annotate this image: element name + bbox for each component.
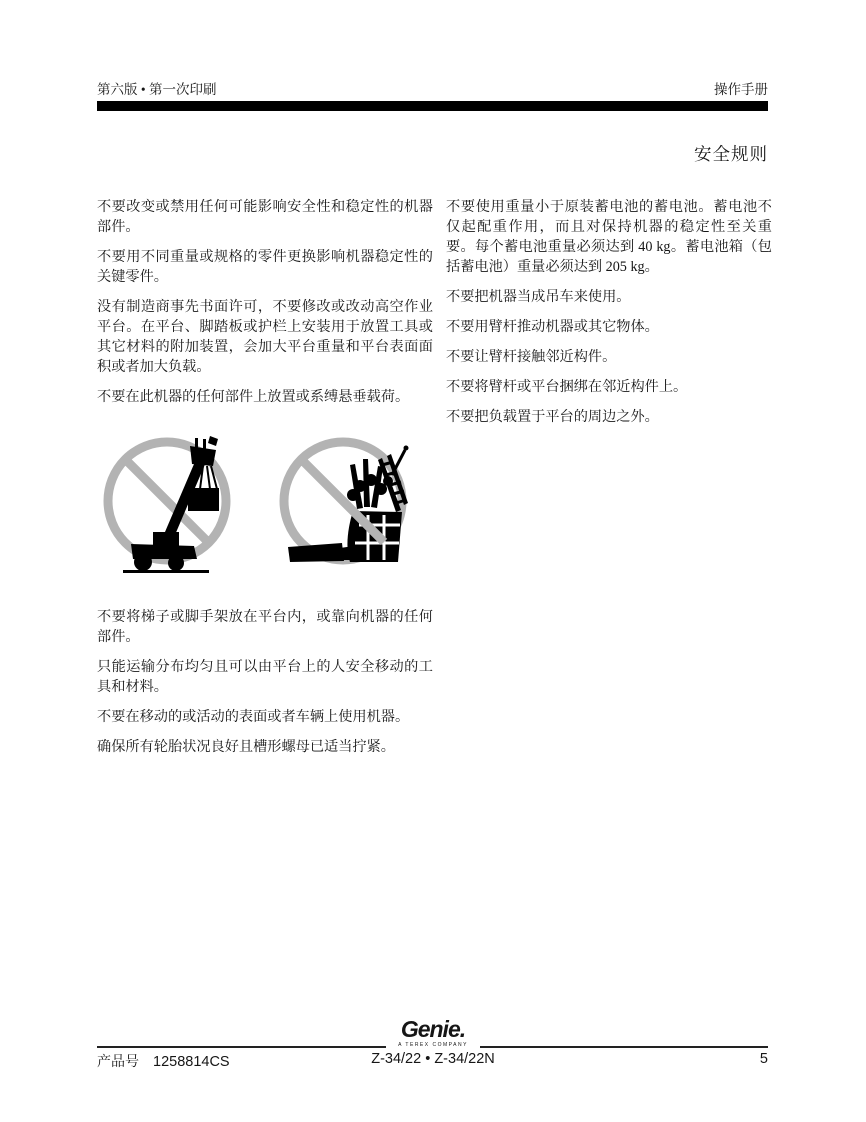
safety-paragraph: 不要在移动的或活动的表面或者车辆上使用机器。: [97, 709, 410, 725]
safety-paragraph: 不要把负载置于平台的周边之外。: [446, 409, 659, 425]
part-number-value: 1258814CS: [153, 1054, 230, 1070]
right-column: [446, 197, 772, 437]
safety-paragraph: 不要用臂杆推动机器或其它物体。: [446, 319, 659, 335]
genie-logo-wordmark: Genie.: [400, 1016, 466, 1042]
header-divider-bar: [97, 101, 768, 111]
part-number-label: 产品号: [97, 1055, 139, 1070]
safety-paragraph: 只能运输分布均匀且可以由平台上的人安全移动的工具和材料。: [97, 659, 433, 695]
prohibition-icons-row: [103, 431, 433, 581]
no-platform-clutter-icon: [279, 431, 411, 581]
safety-paragraph: 不要改变或禁用任何可能影响安全性和稳定性的机器部件。: [97, 199, 433, 235]
safety-paragraph: 不要将梯子或脚手架放在平台内，或靠向机器的任何部件。: [97, 609, 433, 645]
section-title: 安全规则: [694, 144, 768, 164]
safety-paragraph: 不要把机器当成吊车来使用。: [446, 289, 631, 305]
no-hanging-load-icon: [103, 431, 235, 581]
safety-paragraph: 不要使用重量小于原装蓄电池的蓄电池。蓄电池不仅起配重作用，而且对保持机器的稳定性至关重要。每个蓄电池重量必须达到 40 kg。蓄电池箱（包括蓄电池）重量必须达到 205 kg。: [446, 199, 772, 275]
safety-paragraph: 确保所有轮胎状况良好且槽形螺母已适当拧紧。: [97, 739, 395, 755]
model-designation: Z-34/22 • Z-34/22N: [371, 1051, 495, 1067]
safety-paragraph: 不要在此机器的任何部件上放置或系缚悬垂载荷。: [97, 389, 410, 405]
edition-text: 第六版 • 第一次印刷: [97, 82, 217, 97]
safety-paragraph: 不要让臂杆接触邻近构件。: [446, 349, 617, 365]
safety-paragraph: 不要用不同重量或规格的零件更换影响机器稳定性的关键零件。: [97, 249, 433, 285]
left-column: [97, 197, 433, 767]
safety-paragraph: 没有制造商事先书面许可，不要修改或改动高空作业平台。在平台、脚踏板或护栏上安装用于放置工具或其它材料的附加装置，会加大平台重量和平台表面面积或者加大负载。: [97, 299, 433, 375]
genie-logo-subtext: A TEREX COMPANY: [398, 1042, 468, 1048]
safety-paragraph: 不要将臂杆或平台捆绑在邻近构件上。: [446, 379, 688, 395]
manual-type-text: 操作手册: [714, 82, 768, 97]
genie-logo: [0, 1017, 866, 1051]
page-number: 5: [759, 1051, 768, 1067]
